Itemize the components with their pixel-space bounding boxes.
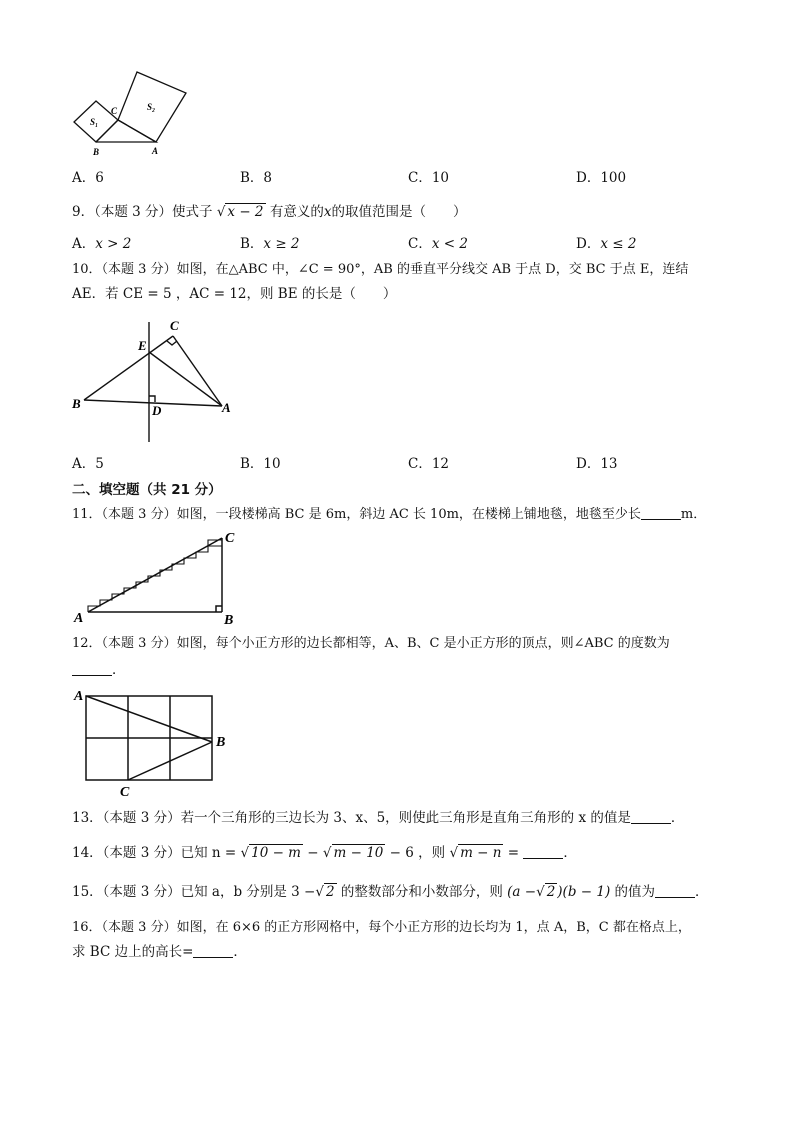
- q10-figure: [70, 318, 240, 446]
- right-angle-b: [216, 606, 222, 612]
- q9-option-a: A．x > 2: [72, 236, 132, 252]
- q10-line2: AE．若 CE = 5 ，AC = 12，则 BE 的长是（ ）: [72, 286, 397, 302]
- q10-option-d: D．13: [576, 456, 618, 472]
- q12-line2: ．: [72, 660, 126, 680]
- hypotenuse-ac: [88, 538, 222, 612]
- label-d: D: [152, 403, 162, 418]
- label-s1: S₁: [90, 117, 99, 127]
- q9-radicand: x − 2: [227, 204, 264, 220]
- right-angle-d: [149, 396, 155, 402]
- q9-var: x: [323, 204, 332, 220]
- label-a: A: [74, 689, 84, 704]
- q16-line1: 16．（本题 3 分）如图，在 6×6 的正方形网格中，每个小正方形的边长均为 1，点 A，B，C 都在格点上，: [72, 920, 691, 935]
- side-ca: [173, 336, 222, 406]
- q13-answer-blank[interactable]: [631, 809, 671, 824]
- triangle-abc: [96, 120, 156, 142]
- q9-option-c: C．x < 2: [408, 236, 468, 252]
- label-b: B: [93, 147, 100, 157]
- q16-line2: 求 BC 边上的高长= ．: [72, 944, 247, 960]
- q8-option-a: A．6: [72, 170, 104, 186]
- q15-answer-blank[interactable]: [655, 883, 695, 898]
- q16-answer-blank[interactable]: [193, 943, 233, 958]
- label-b: B: [216, 735, 226, 750]
- segment-ab: [86, 696, 212, 742]
- label-c: C: [225, 531, 235, 546]
- label-b: B: [72, 396, 81, 411]
- q9-option-b: B．x ≥ 2: [240, 236, 300, 252]
- label-a: A: [74, 611, 84, 626]
- q11-answer-blank[interactable]: [641, 505, 681, 520]
- q12-answer-blank[interactable]: [72, 661, 112, 676]
- q9-suffix: 有意义的: [269, 204, 324, 220]
- q8-option-d: D．100: [576, 170, 627, 186]
- q9-prefix: 9．（本题 3 分）使式子: [72, 204, 213, 220]
- side-bc: [84, 336, 173, 400]
- q12-figure: [72, 688, 242, 802]
- q10-option-c: C．12: [408, 456, 450, 472]
- label-e: E: [138, 338, 147, 353]
- segment-ea: [149, 352, 222, 406]
- q9-stem: 9．（本题 3 分）使式子 √ x − 2 有意义的x的取值范围是（ ）: [72, 204, 467, 220]
- label-c: C: [111, 106, 118, 116]
- staircase: [88, 546, 222, 612]
- q11-stem: 11．（本题 3 分）如图，一段楼梯高 BC 是 6m，斜边 AC 长 10m，在楼梯上铺地毯，地毯至少长 m．: [72, 507, 707, 522]
- right-angle-c: [167, 341, 177, 345]
- label-a: A: [222, 400, 231, 415]
- q10-line1: 10．（本题 3 分）如图，在△ABC 中，∠C = 90°，AB 的垂直平分线交 AB 于点 D，交 BC 于点 E，连结: [72, 262, 689, 277]
- label-c: C: [120, 785, 130, 800]
- q13-stem: 13．（本题 3 分）若一个三角形的三边长为 3、x、5，则使此三角形是直角三角形的 x 的值是 ．: [72, 810, 685, 826]
- q10-option-a: A．5: [72, 456, 104, 472]
- q9-option-d: D．x ≤ 2: [576, 236, 637, 252]
- q9-suffix2: 的取值范围是（ ）: [331, 204, 467, 220]
- q8-option-b: B．8: [240, 170, 273, 186]
- label-b: B: [224, 613, 234, 628]
- label-s2: S₂: [147, 102, 156, 112]
- section-title: 二、填空题（共 21 分）: [72, 482, 222, 498]
- q14-stem: 14．（本题 3 分）已知 n = √ 10 − m − √ m − 10 − 6 ，则 √ m − n = ．: [72, 845, 577, 861]
- q15-stem: 15．（本题 3 分）已知 a，b 分别是 3 −√ 2 的整数部分和小数部分，则 (a −√ 2 )(b − 1) 的值为 ．: [72, 884, 709, 900]
- label-a: A: [152, 146, 159, 156]
- q8-figure: [70, 68, 200, 158]
- q10-option-b: B．10: [240, 456, 281, 472]
- label-c: C: [170, 318, 179, 333]
- q12-line1: 12．（本题 3 分）如图，每个小正方形的边长都相等，A、B、C 是小正方形的顶点，则∠ABC 的度数为: [72, 636, 670, 651]
- q8-option-c: C．10: [408, 170, 450, 186]
- q11-figure: [72, 530, 242, 626]
- q14-answer-blank[interactable]: [523, 844, 563, 859]
